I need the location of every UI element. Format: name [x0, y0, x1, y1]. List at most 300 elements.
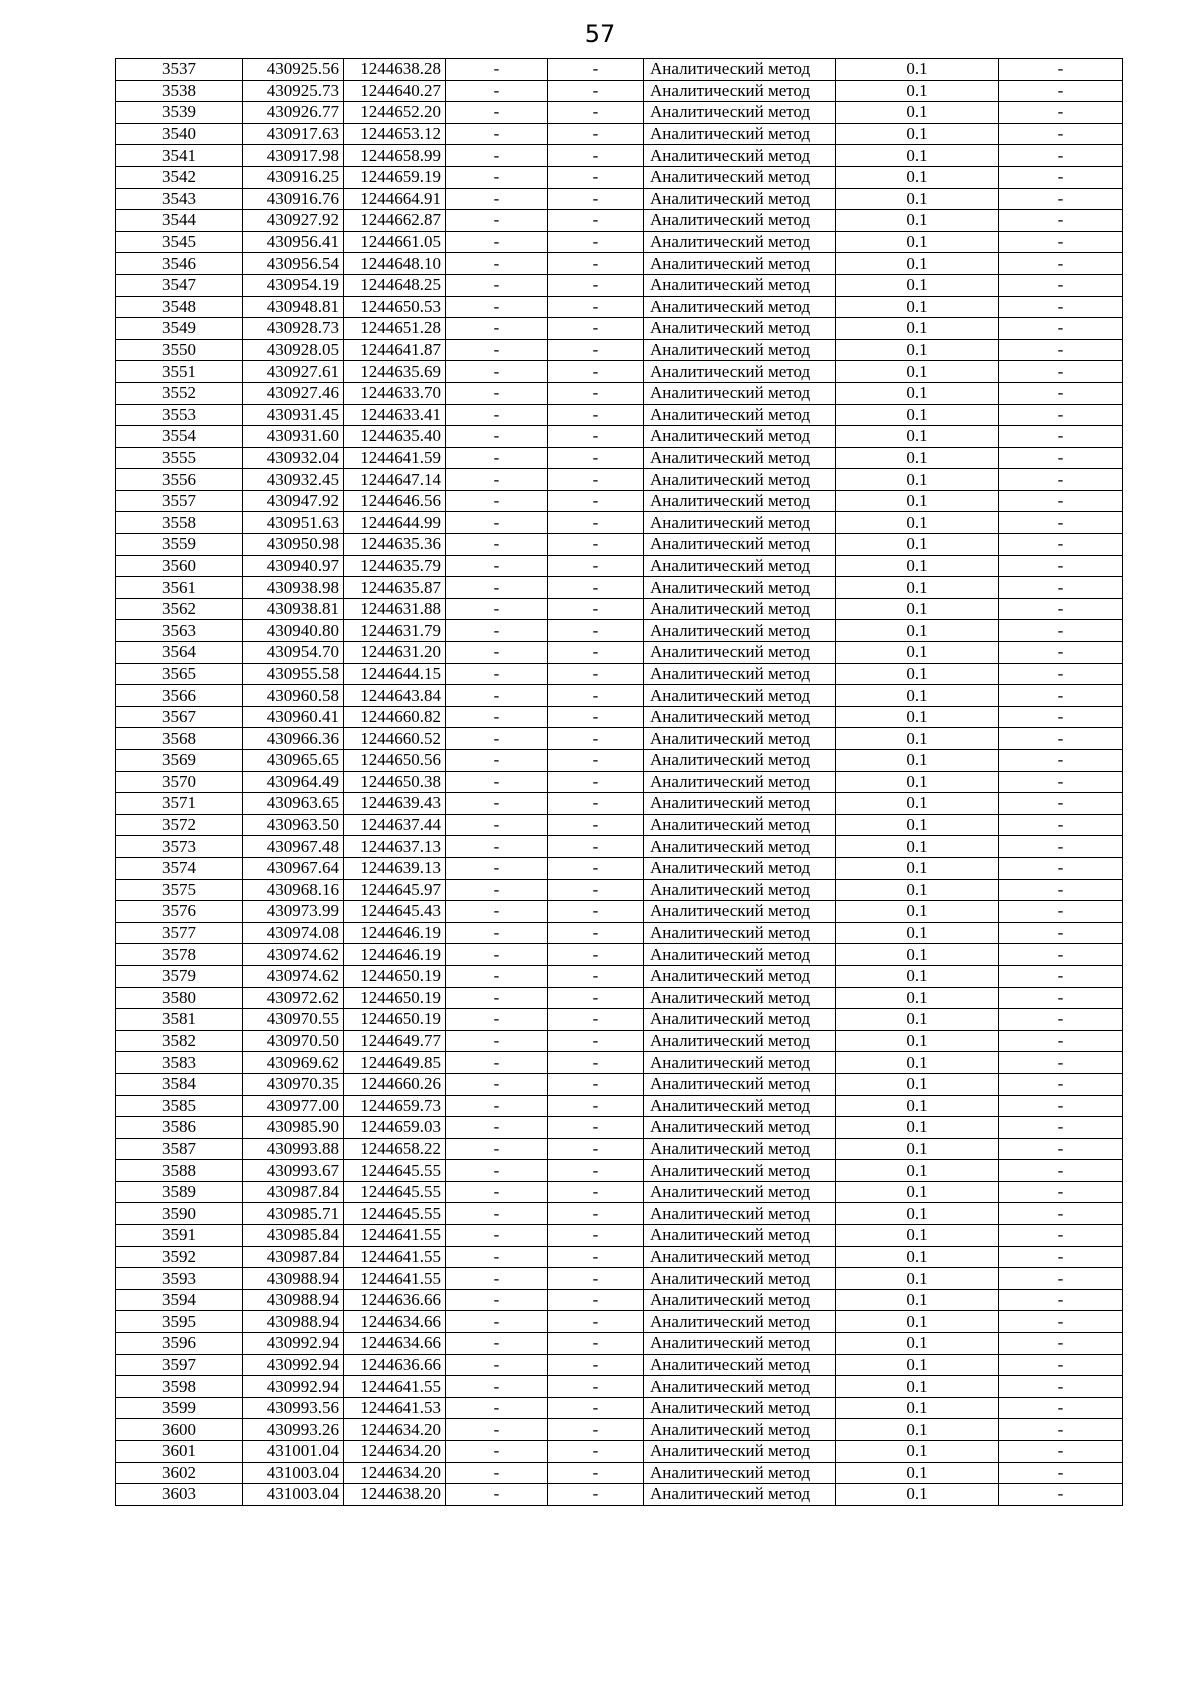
point-number-cell: 3574 [116, 857, 243, 879]
point-number-cell: 3560 [116, 555, 243, 577]
y-coordinate-cell: 1244641.53 [344, 1397, 446, 1419]
empty-value-cell: - [548, 1397, 644, 1419]
point-number-cell: 3589 [116, 1181, 243, 1203]
table-row [116, 339, 1123, 361]
table-row [116, 987, 1123, 1009]
method-cell: Аналитический метод [644, 1181, 836, 1203]
empty-value-cell: - [999, 59, 1123, 81]
x-coordinate-cell: 430963.65 [243, 793, 344, 815]
x-coordinate-cell: 430974.62 [243, 944, 344, 966]
accuracy-cell: 0.1 [836, 361, 999, 383]
empty-value-cell: - [446, 1160, 548, 1182]
x-coordinate-cell: 430928.05 [243, 339, 344, 361]
empty-value-cell: - [999, 1354, 1123, 1376]
method-cell: Аналитический метод [644, 642, 836, 664]
x-coordinate-cell: 430970.35 [243, 1073, 344, 1095]
empty-value-cell: - [446, 1030, 548, 1052]
table-row [116, 1073, 1123, 1095]
x-coordinate-cell: 430967.64 [243, 857, 344, 879]
empty-value-cell: - [446, 318, 548, 340]
empty-value-cell: - [548, 706, 644, 728]
table-row [116, 231, 1123, 253]
x-coordinate-cell: 430993.26 [243, 1419, 344, 1441]
y-coordinate-cell: 1244637.13 [344, 836, 446, 858]
accuracy-cell: 0.1 [836, 534, 999, 556]
x-coordinate-cell: 431001.04 [243, 1441, 344, 1463]
empty-value-cell: - [999, 814, 1123, 836]
method-cell: Аналитический метод [644, 102, 836, 124]
page-number: 57 [584, 20, 616, 48]
method-cell: Аналитический метод [644, 1311, 836, 1333]
empty-value-cell: - [999, 1441, 1123, 1463]
y-coordinate-cell: 1244633.70 [344, 382, 446, 404]
x-coordinate-cell: 430972.62 [243, 987, 344, 1009]
point-number-cell: 3548 [116, 296, 243, 318]
empty-value-cell: - [548, 901, 644, 923]
accuracy-cell: 0.1 [836, 382, 999, 404]
empty-value-cell: - [999, 123, 1123, 145]
x-coordinate-cell: 430963.50 [243, 814, 344, 836]
method-cell: Аналитический метод [644, 296, 836, 318]
empty-value-cell: - [446, 382, 548, 404]
empty-value-cell: - [446, 1441, 548, 1463]
accuracy-cell: 0.1 [836, 793, 999, 815]
table-row [116, 1289, 1123, 1311]
point-number-cell: 3580 [116, 987, 243, 1009]
point-number-cell: 3596 [116, 1333, 243, 1355]
method-cell: Аналитический метод [644, 663, 836, 685]
x-coordinate-cell: 430938.98 [243, 577, 344, 599]
empty-value-cell: - [999, 210, 1123, 232]
y-coordinate-cell: 1244634.66 [344, 1311, 446, 1333]
empty-value-cell: - [548, 598, 644, 620]
y-coordinate-cell: 1244652.20 [344, 102, 446, 124]
table-row [116, 555, 1123, 577]
x-coordinate-cell: 430992.94 [243, 1354, 344, 1376]
method-cell: Аналитический метод [644, 771, 836, 793]
accuracy-cell: 0.1 [836, 490, 999, 512]
accuracy-cell: 0.1 [836, 469, 999, 491]
empty-value-cell: - [446, 1095, 548, 1117]
empty-value-cell: - [446, 922, 548, 944]
y-coordinate-cell: 1244641.87 [344, 339, 446, 361]
x-coordinate-cell: 430948.81 [243, 296, 344, 318]
table-row [116, 145, 1123, 167]
table-row [116, 102, 1123, 124]
y-coordinate-cell: 1244635.40 [344, 426, 446, 448]
table-row [116, 1030, 1123, 1052]
point-number-cell: 3597 [116, 1354, 243, 1376]
y-coordinate-cell: 1244635.79 [344, 555, 446, 577]
empty-value-cell: - [446, 1268, 548, 1290]
y-coordinate-cell: 1244648.10 [344, 253, 446, 275]
empty-value-cell: - [999, 1397, 1123, 1419]
x-coordinate-cell: 430916.76 [243, 188, 344, 210]
point-number-cell: 3557 [116, 490, 243, 512]
accuracy-cell: 0.1 [836, 1225, 999, 1247]
x-coordinate-cell: 430954.19 [243, 274, 344, 296]
x-coordinate-cell: 430977.00 [243, 1095, 344, 1117]
method-cell: Аналитический метод [644, 1117, 836, 1139]
x-coordinate-cell: 430950.98 [243, 534, 344, 556]
method-cell: Аналитический метод [644, 1160, 836, 1182]
accuracy-cell: 0.1 [836, 339, 999, 361]
table-row [116, 1095, 1123, 1117]
table-row [116, 1484, 1123, 1506]
x-coordinate-cell: 431003.04 [243, 1462, 344, 1484]
method-cell: Аналитический метод [644, 1203, 836, 1225]
table-row [116, 1354, 1123, 1376]
empty-value-cell: - [999, 1181, 1123, 1203]
accuracy-cell: 0.1 [836, 728, 999, 750]
y-coordinate-cell: 1244645.55 [344, 1203, 446, 1225]
empty-value-cell: - [999, 404, 1123, 426]
method-cell: Аналитический метод [644, 1397, 836, 1419]
point-number-cell: 3562 [116, 598, 243, 620]
accuracy-cell: 0.1 [836, 210, 999, 232]
empty-value-cell: - [999, 987, 1123, 1009]
y-coordinate-cell: 1244635.36 [344, 534, 446, 556]
accuracy-cell: 0.1 [836, 642, 999, 664]
empty-value-cell: - [999, 339, 1123, 361]
point-number-cell: 3573 [116, 836, 243, 858]
point-number-cell: 3550 [116, 339, 243, 361]
accuracy-cell: 0.1 [836, 879, 999, 901]
x-coordinate-cell: 430968.16 [243, 879, 344, 901]
empty-value-cell: - [446, 490, 548, 512]
empty-value-cell: - [548, 102, 644, 124]
method-cell: Аналитический метод [644, 879, 836, 901]
accuracy-cell: 0.1 [836, 1095, 999, 1117]
point-number-cell: 3564 [116, 642, 243, 664]
x-coordinate-cell: 430970.55 [243, 1009, 344, 1031]
empty-value-cell: - [548, 1073, 644, 1095]
empty-value-cell: - [999, 663, 1123, 685]
coordinates-table [115, 58, 1123, 1506]
empty-value-cell: - [446, 1376, 548, 1398]
point-number-cell: 3591 [116, 1225, 243, 1247]
empty-value-cell: - [999, 80, 1123, 102]
empty-value-cell: - [999, 1333, 1123, 1355]
coordinates-table-body [116, 59, 1123, 1506]
x-coordinate-cell: 430988.94 [243, 1268, 344, 1290]
empty-value-cell: - [548, 80, 644, 102]
empty-value-cell: - [548, 1203, 644, 1225]
empty-value-cell: - [548, 1225, 644, 1247]
x-coordinate-cell: 430964.49 [243, 771, 344, 793]
empty-value-cell: - [999, 253, 1123, 275]
table-row [116, 620, 1123, 642]
empty-value-cell: - [446, 231, 548, 253]
x-coordinate-cell: 430993.56 [243, 1397, 344, 1419]
accuracy-cell: 0.1 [836, 1073, 999, 1095]
empty-value-cell: - [446, 145, 548, 167]
accuracy-cell: 0.1 [836, 1181, 999, 1203]
point-number-cell: 3585 [116, 1095, 243, 1117]
accuracy-cell: 0.1 [836, 706, 999, 728]
point-number-cell: 3588 [116, 1160, 243, 1182]
empty-value-cell: - [548, 1030, 644, 1052]
accuracy-cell: 0.1 [836, 1397, 999, 1419]
point-number-cell: 3543 [116, 188, 243, 210]
empty-value-cell: - [548, 1052, 644, 1074]
y-coordinate-cell: 1244659.03 [344, 1117, 446, 1139]
empty-value-cell: - [999, 1376, 1123, 1398]
point-number-cell: 3561 [116, 577, 243, 599]
table-row [116, 857, 1123, 879]
table-row [116, 123, 1123, 145]
empty-value-cell: - [446, 1289, 548, 1311]
point-number-cell: 3555 [116, 447, 243, 469]
y-coordinate-cell: 1244659.19 [344, 166, 446, 188]
point-number-cell: 3592 [116, 1246, 243, 1268]
table-row [116, 577, 1123, 599]
empty-value-cell: - [446, 1203, 548, 1225]
accuracy-cell: 0.1 [836, 944, 999, 966]
empty-value-cell: - [548, 339, 644, 361]
y-coordinate-cell: 1244649.77 [344, 1030, 446, 1052]
point-number-cell: 3575 [116, 879, 243, 901]
x-coordinate-cell: 430940.97 [243, 555, 344, 577]
x-coordinate-cell: 430932.45 [243, 469, 344, 491]
accuracy-cell: 0.1 [836, 1289, 999, 1311]
table-row [116, 210, 1123, 232]
x-coordinate-cell: 430993.88 [243, 1138, 344, 1160]
empty-value-cell: - [446, 836, 548, 858]
accuracy-cell: 0.1 [836, 102, 999, 124]
point-number-cell: 3571 [116, 793, 243, 815]
empty-value-cell: - [548, 922, 644, 944]
x-coordinate-cell: 430987.84 [243, 1246, 344, 1268]
x-coordinate-cell: 430974.08 [243, 922, 344, 944]
table-row [116, 1246, 1123, 1268]
accuracy-cell: 0.1 [836, 1354, 999, 1376]
point-number-cell: 3579 [116, 965, 243, 987]
table-row [116, 901, 1123, 923]
accuracy-cell: 0.1 [836, 1311, 999, 1333]
empty-value-cell: - [999, 1138, 1123, 1160]
empty-value-cell: - [999, 598, 1123, 620]
empty-value-cell: - [999, 1246, 1123, 1268]
table-row [116, 836, 1123, 858]
accuracy-cell: 0.1 [836, 685, 999, 707]
empty-value-cell: - [548, 1009, 644, 1031]
empty-value-cell: - [999, 1419, 1123, 1441]
empty-value-cell: - [548, 1117, 644, 1139]
y-coordinate-cell: 1244635.69 [344, 361, 446, 383]
accuracy-cell: 0.1 [836, 1160, 999, 1182]
empty-value-cell: - [999, 728, 1123, 750]
table-row [116, 318, 1123, 340]
empty-value-cell: - [999, 447, 1123, 469]
method-cell: Аналитический метод [644, 382, 836, 404]
method-cell: Аналитический метод [644, 80, 836, 102]
empty-value-cell: - [548, 296, 644, 318]
empty-value-cell: - [446, 1138, 548, 1160]
empty-value-cell: - [446, 80, 548, 102]
point-number-cell: 3601 [116, 1441, 243, 1463]
empty-value-cell: - [999, 901, 1123, 923]
method-cell: Аналитический метод [644, 728, 836, 750]
method-cell: Аналитический метод [644, 598, 836, 620]
empty-value-cell: - [999, 706, 1123, 728]
method-cell: Аналитический метод [644, 1441, 836, 1463]
y-coordinate-cell: 1244641.55 [344, 1268, 446, 1290]
method-cell: Аналитический метод [644, 1095, 836, 1117]
method-cell: Аналитический метод [644, 1376, 836, 1398]
empty-value-cell: - [999, 1268, 1123, 1290]
x-coordinate-cell: 430993.67 [243, 1160, 344, 1182]
x-coordinate-cell: 430988.94 [243, 1311, 344, 1333]
accuracy-cell: 0.1 [836, 814, 999, 836]
empty-value-cell: - [548, 857, 644, 879]
point-number-cell: 3545 [116, 231, 243, 253]
y-coordinate-cell: 1244646.56 [344, 490, 446, 512]
empty-value-cell: - [999, 361, 1123, 383]
empty-value-cell: - [548, 534, 644, 556]
empty-value-cell: - [446, 555, 548, 577]
method-cell: Аналитический метод [644, 145, 836, 167]
point-number-cell: 3541 [116, 145, 243, 167]
empty-value-cell: - [446, 59, 548, 81]
empty-value-cell: - [446, 1333, 548, 1355]
empty-value-cell: - [548, 1181, 644, 1203]
empty-value-cell: - [548, 555, 644, 577]
empty-value-cell: - [548, 1095, 644, 1117]
method-cell: Аналитический метод [644, 857, 836, 879]
empty-value-cell: - [548, 512, 644, 534]
y-coordinate-cell: 1244645.43 [344, 901, 446, 923]
empty-value-cell: - [999, 426, 1123, 448]
empty-value-cell: - [999, 879, 1123, 901]
y-coordinate-cell: 1244660.26 [344, 1073, 446, 1095]
empty-value-cell: - [999, 1052, 1123, 1074]
empty-value-cell: - [999, 102, 1123, 124]
accuracy-cell: 0.1 [836, 1117, 999, 1139]
empty-value-cell: - [446, 857, 548, 879]
table-row [116, 1138, 1123, 1160]
accuracy-cell: 0.1 [836, 231, 999, 253]
empty-value-cell: - [446, 1246, 548, 1268]
point-number-cell: 3549 [116, 318, 243, 340]
empty-value-cell: - [999, 685, 1123, 707]
method-cell: Аналитический метод [644, 534, 836, 556]
method-cell: Аналитический метод [644, 318, 836, 340]
y-coordinate-cell: 1244664.91 [344, 188, 446, 210]
empty-value-cell: - [446, 1397, 548, 1419]
accuracy-cell: 0.1 [836, 80, 999, 102]
empty-value-cell: - [999, 1289, 1123, 1311]
accuracy-cell: 0.1 [836, 663, 999, 685]
empty-value-cell: - [446, 404, 548, 426]
empty-value-cell: - [446, 1052, 548, 1074]
empty-value-cell: - [548, 1462, 644, 1484]
table-row [116, 965, 1123, 987]
y-coordinate-cell: 1244634.20 [344, 1462, 446, 1484]
empty-value-cell: - [548, 577, 644, 599]
table-row [116, 1333, 1123, 1355]
empty-value-cell: - [999, 469, 1123, 491]
table-row [116, 706, 1123, 728]
x-coordinate-cell: 430966.36 [243, 728, 344, 750]
empty-value-cell: - [446, 901, 548, 923]
empty-value-cell: - [548, 59, 644, 81]
table-row [116, 771, 1123, 793]
y-coordinate-cell: 1244649.85 [344, 1052, 446, 1074]
y-coordinate-cell: 1244661.05 [344, 231, 446, 253]
empty-value-cell: - [548, 1419, 644, 1441]
x-coordinate-cell: 430926.77 [243, 102, 344, 124]
empty-value-cell: - [999, 490, 1123, 512]
point-number-cell: 3582 [116, 1030, 243, 1052]
empty-value-cell: - [548, 1376, 644, 1398]
method-cell: Аналитический метод [644, 1225, 836, 1247]
table-row [116, 253, 1123, 275]
x-coordinate-cell: 430988.94 [243, 1289, 344, 1311]
x-coordinate-cell: 430947.92 [243, 490, 344, 512]
point-number-cell: 3590 [116, 1203, 243, 1225]
point-number-cell: 3598 [116, 1376, 243, 1398]
method-cell: Аналитический метод [644, 1419, 836, 1441]
table-row [116, 1311, 1123, 1333]
method-cell: Аналитический метод [644, 1333, 836, 1355]
accuracy-cell: 0.1 [836, 598, 999, 620]
accuracy-cell: 0.1 [836, 1138, 999, 1160]
x-coordinate-cell: 430992.94 [243, 1376, 344, 1398]
empty-value-cell: - [548, 685, 644, 707]
empty-value-cell: - [548, 166, 644, 188]
empty-value-cell: - [446, 620, 548, 642]
method-cell: Аналитический метод [644, 1009, 836, 1031]
empty-value-cell: - [446, 1311, 548, 1333]
empty-value-cell: - [999, 296, 1123, 318]
table-row [116, 793, 1123, 815]
point-number-cell: 3578 [116, 944, 243, 966]
empty-value-cell: - [548, 382, 644, 404]
point-number-cell: 3559 [116, 534, 243, 556]
y-coordinate-cell: 1244658.22 [344, 1138, 446, 1160]
accuracy-cell: 0.1 [836, 1246, 999, 1268]
method-cell: Аналитический метод [644, 512, 836, 534]
point-number-cell: 3544 [116, 210, 243, 232]
empty-value-cell: - [999, 512, 1123, 534]
point-number-cell: 3551 [116, 361, 243, 383]
point-number-cell: 3542 [116, 166, 243, 188]
empty-value-cell: - [446, 534, 548, 556]
empty-value-cell: - [446, 642, 548, 664]
empty-value-cell: - [999, 318, 1123, 340]
table-row [116, 274, 1123, 296]
y-coordinate-cell: 1244638.20 [344, 1484, 446, 1506]
empty-value-cell: - [999, 922, 1123, 944]
accuracy-cell: 0.1 [836, 59, 999, 81]
y-coordinate-cell: 1244640.27 [344, 80, 446, 102]
empty-value-cell: - [446, 728, 548, 750]
x-coordinate-cell: 430987.84 [243, 1181, 344, 1203]
table-row [116, 598, 1123, 620]
y-coordinate-cell: 1244650.19 [344, 987, 446, 1009]
empty-value-cell: - [446, 447, 548, 469]
y-coordinate-cell: 1244644.15 [344, 663, 446, 685]
x-coordinate-cell: 430960.58 [243, 685, 344, 707]
x-coordinate-cell: 431003.04 [243, 1484, 344, 1506]
empty-value-cell: - [999, 382, 1123, 404]
accuracy-cell: 0.1 [836, 1333, 999, 1355]
x-coordinate-cell: 430956.54 [243, 253, 344, 275]
empty-value-cell: - [999, 231, 1123, 253]
y-coordinate-cell: 1244631.88 [344, 598, 446, 620]
table-row [116, 426, 1123, 448]
